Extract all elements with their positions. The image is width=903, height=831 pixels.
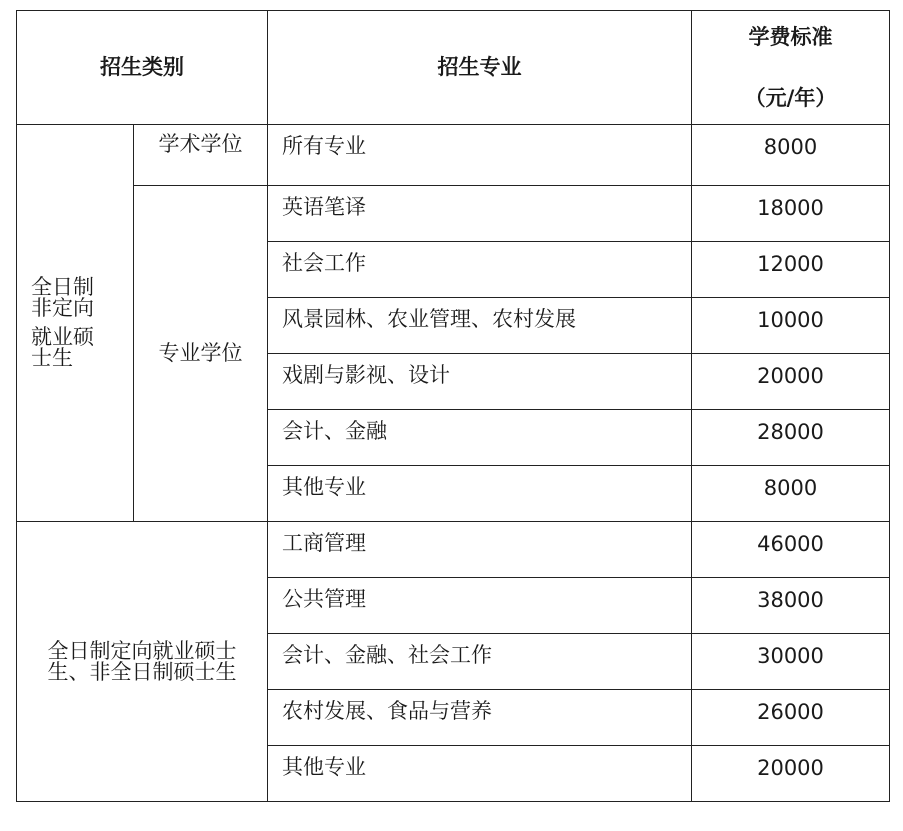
- header-fee-unit: （元/年）: [744, 85, 837, 110]
- fee-cell: 12000: [692, 242, 890, 298]
- fee-cell: 20000: [692, 746, 890, 802]
- table-row: [17, 186, 890, 242]
- major-cell: 其他专业: [268, 746, 692, 802]
- header-fee-line1: 学费标准: [748, 24, 833, 49]
- category-line: 全日制: [31, 275, 94, 299]
- major-cell: 工商管理: [268, 522, 692, 578]
- degree-professional: 专业学位: [134, 186, 268, 522]
- fee-cell: 28000: [692, 410, 890, 466]
- major-cell: 公共管理: [268, 578, 692, 634]
- fee-cell: 46000: [692, 522, 890, 578]
- major-cell: 会计、金融、社会工作: [268, 634, 692, 690]
- major-cell: 农村发展、食品与营养: [268, 690, 692, 746]
- header-major: 招生专业: [268, 11, 692, 125]
- category-line: 士生: [31, 346, 73, 370]
- fee-cell: 26000: [692, 690, 890, 746]
- major-cell: 其他专业: [268, 466, 692, 522]
- fee-cell: 18000: [692, 186, 890, 242]
- table-row: [17, 125, 890, 186]
- table-row: [17, 522, 890, 578]
- major-cell: 社会工作: [268, 242, 692, 298]
- major-cell: 英语笔译: [268, 186, 692, 242]
- major-cell: 所有专业: [268, 125, 692, 186]
- major-cell: 戏剧与影视、设计: [268, 354, 692, 410]
- fee-cell: 8000: [692, 466, 890, 522]
- category-directed-parttime: [17, 522, 268, 802]
- major-cell: 风景园林、农业管理、农村发展: [268, 298, 692, 354]
- fee-cell: 8000: [692, 125, 890, 186]
- header-category: 招生类别: [17, 11, 268, 125]
- fee-cell: 38000: [692, 578, 890, 634]
- header-fee: [692, 11, 890, 125]
- category-line: 生、非全日制硕士生: [47, 659, 237, 684]
- fee-cell: 10000: [692, 298, 890, 354]
- category-line: 非定向: [31, 296, 94, 320]
- category-line: 就业硕: [31, 325, 94, 349]
- tuition-table: [16, 10, 890, 802]
- major-cell: 会计、金融: [268, 410, 692, 466]
- table-header-row: [17, 11, 890, 125]
- fee-cell: 20000: [692, 354, 890, 410]
- degree-academic: 学术学位: [134, 125, 268, 186]
- category-line: 全日制定向就业硕士: [47, 638, 237, 663]
- fee-cell: 30000: [692, 634, 890, 690]
- category-fulltime-nondirected: [17, 125, 134, 522]
